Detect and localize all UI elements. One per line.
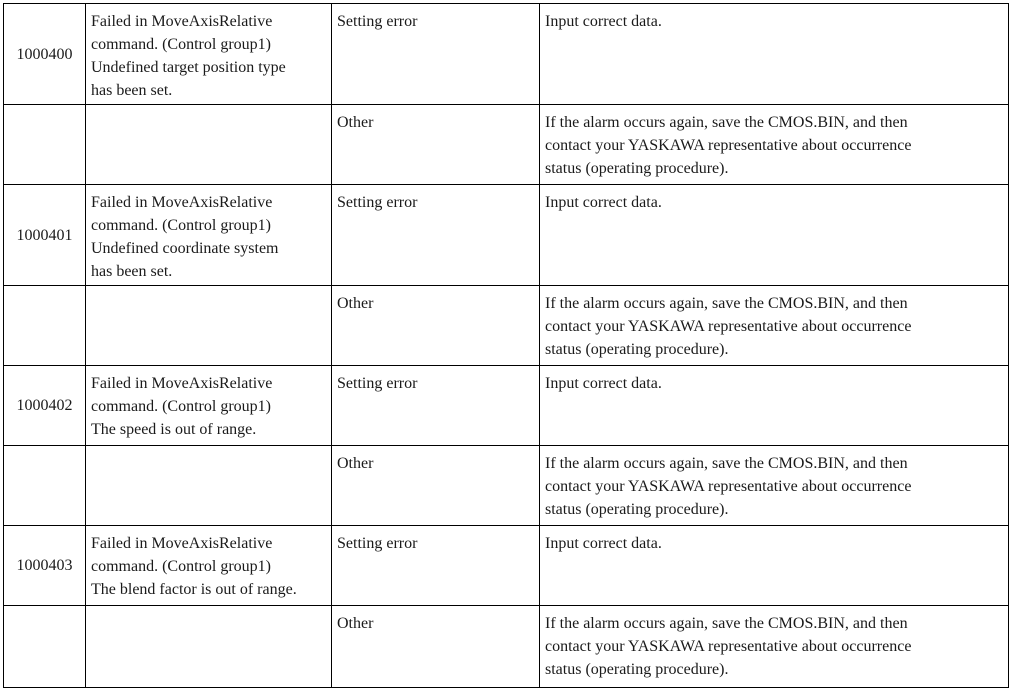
table-row <box>4 446 1009 526</box>
cause-text: Setting error <box>337 535 418 552</box>
cause-text: Setting error <box>337 375 418 392</box>
remedy-text: If the alarm occurs again, save the CMOS.BIN, and then contact your YASKAWA representative about occurrence status (operating procedure). <box>545 455 912 518</box>
empty-cell <box>4 105 86 185</box>
empty-cell <box>86 286 332 366</box>
remedy-text: If the alarm occurs again, save the CMOS.BIN, and then contact your YASKAWA representative about occurrence status (operating procedure). <box>545 114 912 177</box>
alarm-code-cell <box>4 185 86 286</box>
remedy-text: Input correct data. <box>545 375 662 392</box>
alarm-table <box>3 3 1009 688</box>
cause-cell <box>332 185 540 286</box>
alarm-code-cell <box>4 526 86 606</box>
cause-text: Other <box>337 295 374 312</box>
cause-cell <box>332 286 540 366</box>
remedy-text: If the alarm occurs again, save the CMOS.BIN, and then contact your YASKAWA representative about occurrence status (operating procedure). <box>545 295 912 358</box>
table-row <box>4 366 1009 446</box>
empty-cell <box>86 446 332 526</box>
empty-cell <box>86 606 332 688</box>
cause-cell <box>332 526 540 606</box>
cause-cell <box>332 606 540 688</box>
alarm-description-cell <box>86 366 332 446</box>
remedy-cell <box>540 606 1009 688</box>
remedy-text: Input correct data. <box>545 535 662 552</box>
alarm-code: 1000400 <box>16 45 73 63</box>
alarm-code-cell <box>4 366 86 446</box>
cause-cell <box>332 4 540 105</box>
empty-cell <box>4 606 86 688</box>
empty-cell <box>4 286 86 366</box>
cause-text: Setting error <box>337 194 418 211</box>
alarm-description: Failed in MoveAxisRelative command. (Control group1) Undefined target position type has been set. <box>91 13 286 99</box>
remedy-cell <box>540 185 1009 286</box>
table-row <box>4 105 1009 185</box>
remedy-text: If the alarm occurs again, save the CMOS.BIN, and then contact your YASKAWA representative about occurrence status (operating procedure). <box>545 615 912 678</box>
alarm-description: Failed in MoveAxisRelative command. (Control group1) The speed is out of range. <box>91 375 273 438</box>
cause-text: Other <box>337 455 374 472</box>
cause-cell <box>332 105 540 185</box>
cause-text: Other <box>337 615 374 632</box>
alarm-code: 1000402 <box>16 397 73 414</box>
cause-text: Setting error <box>337 13 418 30</box>
remedy-text: Input correct data. <box>545 13 662 30</box>
remedy-cell <box>540 366 1009 446</box>
table-row <box>4 185 1009 286</box>
cause-cell <box>332 446 540 526</box>
table-row <box>4 526 1009 606</box>
table-row <box>4 4 1009 105</box>
table-row <box>4 606 1009 688</box>
remedy-cell <box>540 286 1009 366</box>
alarm-code: 1000401 <box>16 226 73 244</box>
alarm-code-cell <box>4 4 86 105</box>
empty-cell <box>86 105 332 185</box>
remedy-cell <box>540 4 1009 105</box>
alarm-description-cell <box>86 526 332 606</box>
alarm-description-cell <box>86 185 332 286</box>
alarm-description-cell <box>86 4 332 105</box>
remedy-cell <box>540 105 1009 185</box>
alarm-description: Failed in MoveAxisRelative command. (Control group1) The blend factor is out of range. <box>91 535 297 598</box>
empty-cell <box>4 446 86 526</box>
table-row <box>4 286 1009 366</box>
remedy-cell <box>540 446 1009 526</box>
remedy-cell <box>540 526 1009 606</box>
remedy-text: Input correct data. <box>545 194 662 211</box>
alarm-description: Failed in MoveAxisRelative command. (Control group1) Undefined coordinate system has been set. <box>91 194 279 280</box>
alarm-code: 1000403 <box>16 557 73 574</box>
cause-text: Other <box>337 114 374 131</box>
cause-cell <box>332 366 540 446</box>
